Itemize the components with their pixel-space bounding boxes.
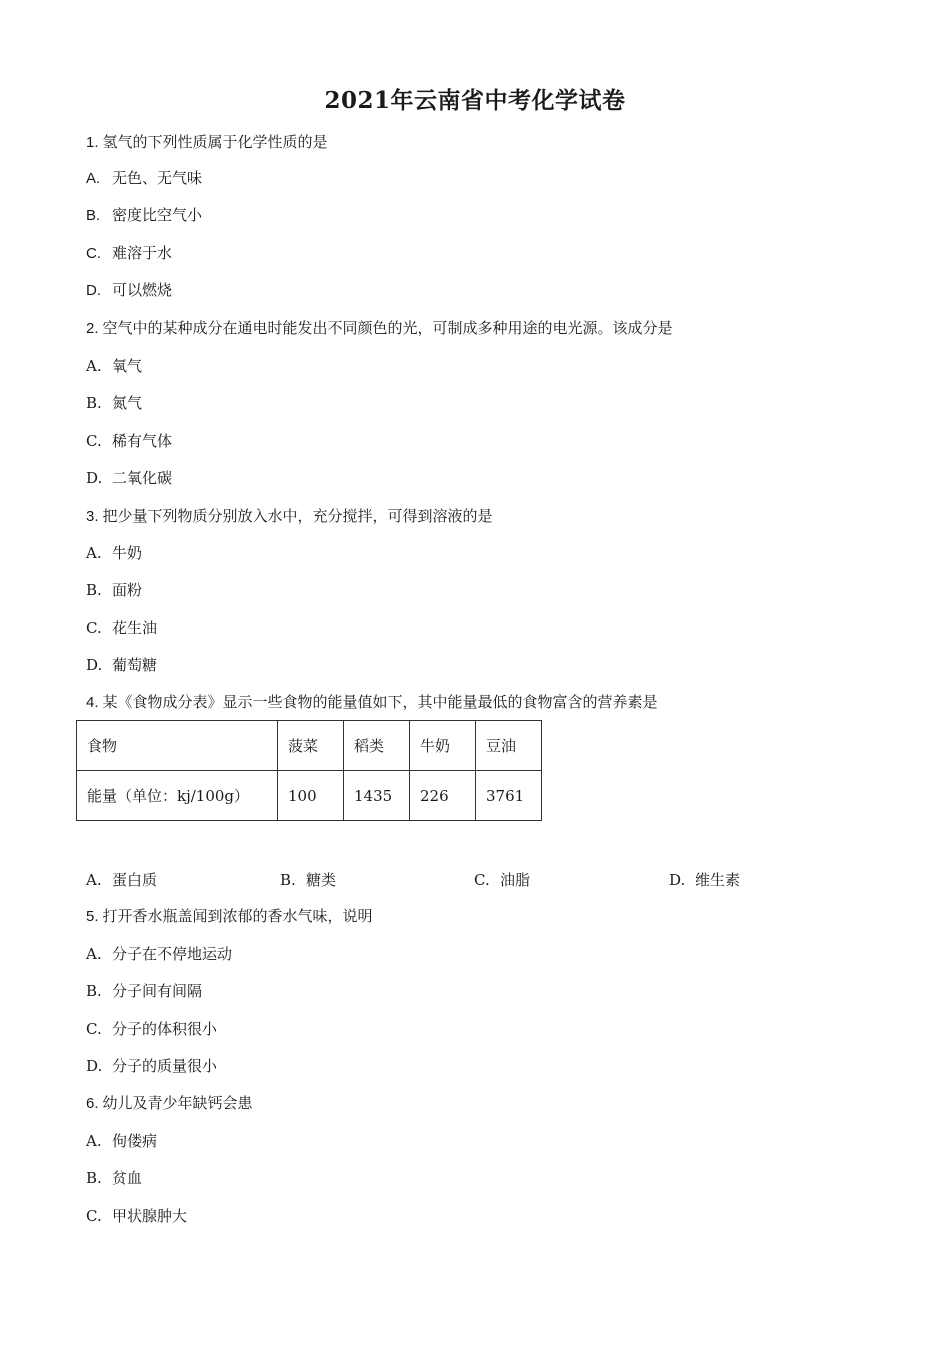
question-text: 氢气的下列性质属于化学性质的是 (102, 133, 328, 151)
question-number: 2. (86, 320, 99, 337)
table-cell: 226 (410, 771, 476, 821)
question-5-stem (86, 906, 373, 927)
question-number: 1. (86, 134, 99, 151)
question-4-option-b: B. 糖类 (280, 871, 337, 889)
question-3-stem (86, 506, 493, 527)
question-text: 打开香水瓶盖闻到浓郁的香水气味，说明 (102, 907, 373, 925)
question-1-option-b: B. 密度比空气小 (86, 207, 203, 224)
question-text: 把少量下列物质分别放入水中，充分搅拌，可得到溶液的是 (102, 507, 493, 525)
question-4-option-a: A. 蛋白质 (86, 871, 158, 889)
table-header-cell: 菠菜 (278, 721, 344, 771)
question-5-option-c: C. 分子的体积很小 (86, 1020, 218, 1038)
table-row (77, 721, 542, 771)
question-2-option-a: A. 氧气 (86, 357, 143, 375)
question-4-stem (86, 692, 658, 713)
table-cell: 100 (278, 771, 344, 821)
question-number: 6. (86, 1095, 99, 1112)
table-cell: 1435 (344, 771, 410, 821)
question-text: 空气中的某种成分在通电时能发出不同颜色的光，可制成多种用途的电光源。该成分是 (102, 319, 673, 337)
table-cell: 3761 (476, 771, 542, 821)
page-title: 2021年云南省中考化学试卷 (324, 87, 626, 114)
question-2-option-d: D. 二氧化碳 (86, 469, 173, 487)
question-5-option-a: A. 分子在不停地运动 (86, 945, 233, 963)
question-4-option-d: D. 维生素 (669, 871, 741, 889)
question-6-option-c: C. 甲状腺肿大 (86, 1207, 188, 1225)
question-6-stem (86, 1093, 253, 1114)
question-3-option-c: C. 花生油 (86, 619, 158, 637)
question-text: 幼儿及青少年缺钙会患 (102, 1094, 253, 1112)
table-cell: 能量（单位：kj/100g） (77, 771, 278, 821)
table-header-cell: 豆油 (476, 721, 542, 771)
question-number: 5. (86, 908, 99, 925)
table-header-cell: 牛奶 (410, 721, 476, 771)
question-2-stem (86, 318, 673, 339)
question-1-option-c: C. 难溶于水 (86, 245, 173, 262)
table-row (77, 771, 542, 821)
question-2-option-c: C. 稀有气体 (86, 432, 173, 450)
question-1-option-d: D. 可以燃烧 (86, 282, 173, 299)
table-header-cell: 稻类 (344, 721, 410, 771)
table-header-cell: 食物 (77, 721, 278, 771)
question-4-option-c: C. 油脂 (474, 871, 531, 889)
question-6-option-a: A. 佝偻病 (86, 1132, 158, 1150)
question-5-option-d: D. 分子的质量很小 (86, 1057, 218, 1075)
food-energy-table (76, 720, 542, 821)
question-number: 3. (86, 508, 99, 525)
question-3-option-b: B. 面粉 (86, 581, 143, 599)
question-text: 某《食物成分表》显示一些食物的能量值如下，其中能量最低的食物富含的营养素是 (102, 693, 658, 711)
question-1-stem (86, 132, 328, 153)
question-5-option-b: B. 分子间有间隔 (86, 982, 203, 1000)
question-2-option-b: B. 氮气 (86, 394, 143, 412)
question-6-option-b: B. 贫血 (86, 1169, 143, 1187)
question-1-option-a: A. 无色、无气味 (86, 170, 203, 187)
question-3-option-d: D. 葡萄糖 (86, 656, 158, 674)
question-number: 4. (86, 694, 99, 711)
question-3-option-a: A. 牛奶 (86, 544, 143, 562)
